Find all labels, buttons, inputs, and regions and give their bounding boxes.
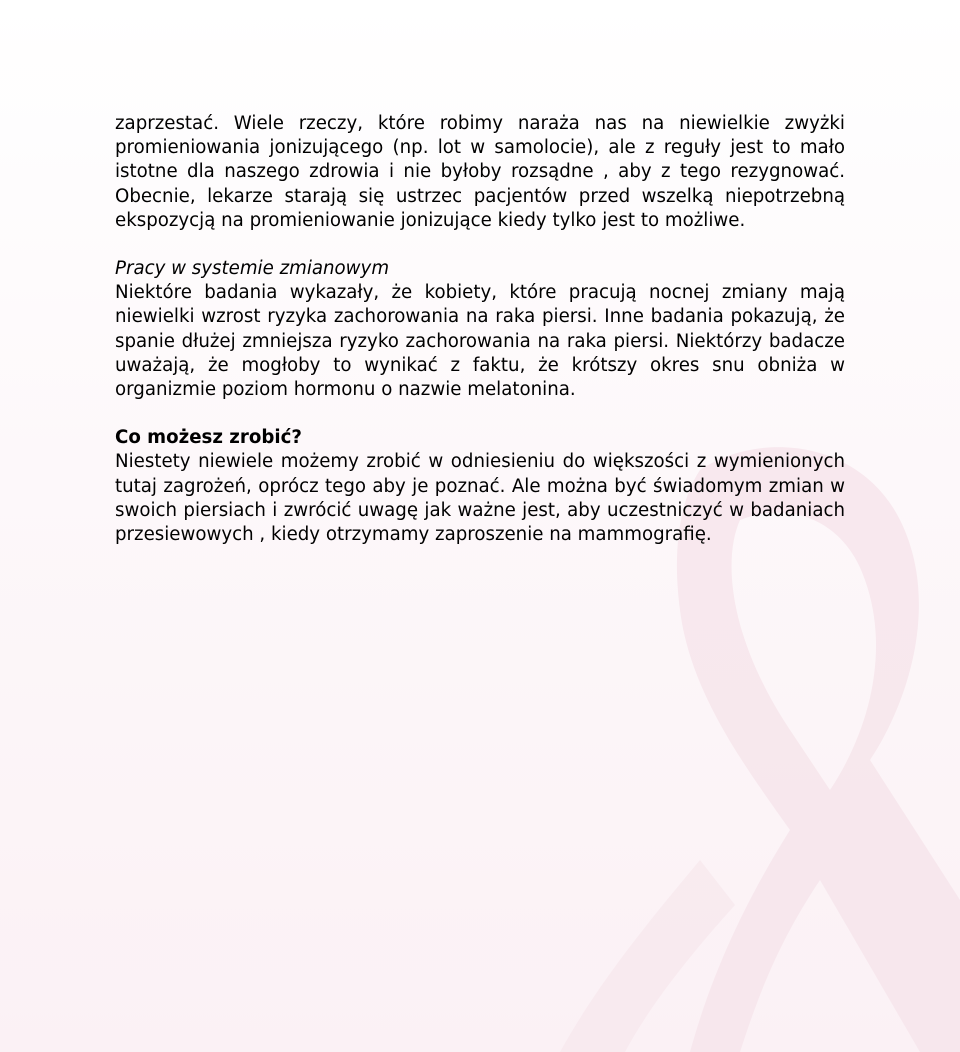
shift-work-heading: Pracy w systemie zmianowym bbox=[115, 258, 390, 280]
what-can-you-do-heading: Co możesz zrobić? bbox=[115, 427, 302, 449]
what-can-you-do-paragraph: Niestety niewiele możemy zrobić w odniesieniu do większości z wymienionych tutaj zagrożeń, oprócz tego aby je poznać. Ale można być świadomym zmian w swoich piersiach i zwrócić uwagę jak ważne jest, aby uczestniczyć w badaniach przesiewowych , kiedy otrzymamy zaproszenie na mammografię. bbox=[115, 451, 845, 546]
shift-work-section bbox=[115, 257, 845, 402]
what-can-you-do-section bbox=[115, 426, 845, 547]
shift-work-paragraph: Niektóre badania wykazały, że kobiety, które pracują nocnej zmiany mają niewielki wzrost ryzyka zachorowania na raka piersi. Inne badania pokazują, że spanie dłużej zmniejsza ryzyko zachorowania na raka piersi. Niektórzy badacze uważają, że mogłoby to wynikać z faktu, że krótszy okres snu obniża w organizmie poziom hormonu o nazwie melatonina. bbox=[115, 282, 845, 401]
document-body bbox=[115, 112, 845, 547]
intro-paragraph: zaprzestać. Wiele rzeczy, które robimy naraża nas na niewielkie zwyżki promieniowania jonizującego (np. lot w samolocie), ale z reguły jest to mało istotne dla naszego zdrowia i nie byłoby rozsądne , aby z tego rezygnować. Obecnie, lekarze starają się ustrzec pacjentów przed wszelką niepotrzebną ekspozycją na promieniowanie jonizujące kiedy tylko jest to możliwe. bbox=[115, 113, 845, 231]
